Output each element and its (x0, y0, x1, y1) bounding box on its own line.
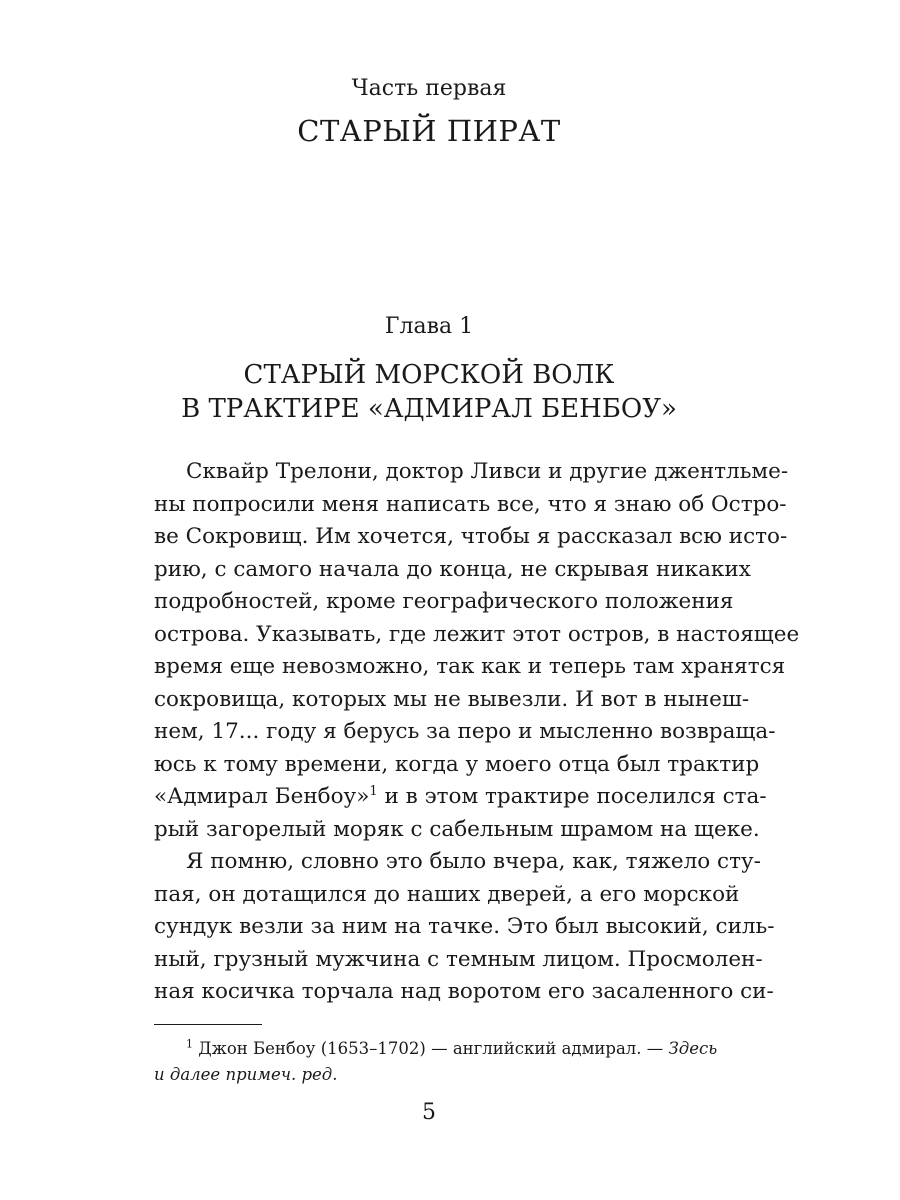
text-line: ная косичка торчала над воротом его засаленного си- (154, 979, 774, 1004)
footnote-mark: 1 (186, 1037, 193, 1051)
footnote-italic: Здесь (668, 1039, 718, 1058)
part-label: Часть первая (351, 76, 507, 101)
text-line: Сквайр Трелони, доктор Ливси и другие джентльме- (186, 459, 789, 484)
text-line-with-footnote (154, 781, 767, 814)
text-line: рию, с самого начала до конца, не скрывая никаких (154, 556, 751, 582)
text-line: острова. Указывать, где лежит этот остров, в настоящее (154, 621, 800, 647)
text-line: сокровища, которых мы не вывезли. И вот в нынеш- (154, 686, 750, 712)
text-line: юсь к тому времени, когда у моего отца был трактир (154, 751, 760, 777)
chapter-title-line-2: В ТРАКТИРЕ «АДМИРАЛ БЕНБОУ» (181, 394, 677, 424)
text-line: ве Сокровищ. Им хочется, чтобы я рассказал всю исто- (154, 524, 788, 549)
text-line: ный, грузный мужчина с темным лицом. Просмолен- (154, 946, 763, 972)
text-line: нем, 17... году я берусь за перо и мысленно возвраща- (154, 719, 776, 744)
footnote-text: Джон Бенбоу (1653–1702) — английский адмирал. — (193, 1039, 669, 1058)
body-text (154, 456, 800, 1009)
text-line: сундук везли за ним на тачке. Это был высокий, силь- (154, 914, 775, 939)
page-number: 5 (422, 1100, 436, 1125)
text-line: ны попросили меня написать все, что я знаю об Остро- (154, 491, 787, 517)
footnote-reference[interactable]: 1 (369, 783, 378, 799)
text-line: Я помню, словно это было вчера, как, тяжело сту- (186, 849, 761, 874)
text-line: подробностей, кроме географического положения (154, 589, 734, 614)
chapter-title-line-1: СТАРЫЙ МОРСКОЙ ВОЛК (243, 360, 615, 390)
text-line: время еще невозможно, так как и теперь там хранятся (154, 654, 786, 679)
footnote (154, 1036, 718, 1088)
chapter-title (0, 358, 858, 426)
footnote-separator (154, 1024, 262, 1025)
text-line: рый загорелый моряк с сабельным шрамом на щеке. (154, 816, 760, 842)
text-continuation: и в этом трактире поселился ста- (377, 784, 767, 809)
footnote-line-1 (154, 1036, 718, 1062)
admiral-benbow-text: «Адмирал Бенбоу» (154, 784, 370, 809)
footnote-line-2: и далее примеч. ред. (154, 1065, 338, 1084)
text-line: пая, он дотащился до наших дверей, а его морской (154, 881, 740, 907)
part-title: СТАРЫЙ ПИРАТ (297, 114, 561, 148)
chapter-label: Глава 1 (384, 314, 474, 339)
